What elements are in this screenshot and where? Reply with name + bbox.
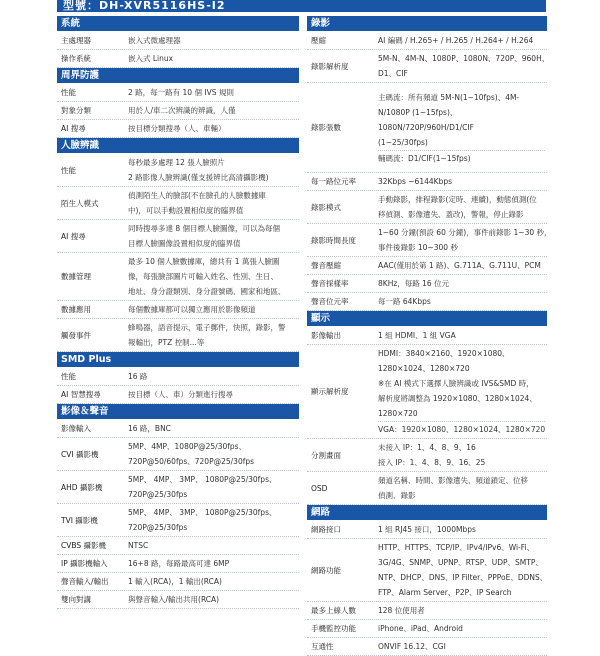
spec-value (374, 224, 554, 256)
spec-row (307, 620, 547, 638)
spec-value (374, 539, 549, 601)
spec-label: 影像輸入 (61, 424, 91, 433)
spec-row (307, 345, 547, 439)
spec-value (124, 504, 299, 536)
spec-label: 錄影張數 (311, 123, 341, 132)
spec-value-line: HDMI：3840×2160、1920×1080、 (378, 349, 510, 358)
spec-value-line: 嵌入式微處理器 (128, 36, 181, 45)
spec-label: 雙向對講 (61, 595, 91, 604)
spec-value (374, 173, 547, 190)
spec-value (124, 301, 299, 318)
spec-value (124, 368, 299, 385)
spec-row (57, 573, 299, 591)
spec-value (124, 102, 299, 119)
spec-label: 聲音採樣率 (311, 279, 349, 288)
spec-row (307, 521, 547, 539)
spec-value-line: NTP、DHCP、DNS、IP Filter、PPPoE、DDNS、 (378, 573, 548, 582)
spec-value-line: 1 輸入(RCA)，1 輸出(RCA) (128, 577, 222, 586)
spec-value-line: 每一路 64Kbps (378, 297, 431, 306)
spec-label: AI 智慧搜尋 (61, 390, 101, 399)
spec-value-line: 1080N/720P/960H/D1/CIF (378, 122, 474, 132)
spec-value-line: 與聲音輸入/輸出共用(RCA) (128, 595, 220, 604)
spec-value-line: 蜂鳴器，語音提示，電子郵件，快照，錄影，警 (128, 323, 286, 332)
spec-label: 主處理器 (61, 36, 91, 45)
spec-value-line: 1~60 分鐘(預設 60 分鐘)，事件前錄影 1~30 秒， (378, 228, 552, 237)
spec-value (124, 438, 299, 470)
spec-row (57, 187, 299, 220)
spec-value (124, 220, 299, 252)
section-header: SMD Plus (57, 352, 299, 367)
spec-value-line: FTP、Alarm Server、P2P、IP Search (378, 588, 512, 597)
spec-value-line: VGA：1920×1080、1280×1024、1280×720 (378, 421, 545, 437)
spec-value-line: 每個數據庫都可以獨立應用於影像頻道 (128, 305, 256, 314)
spec-value (374, 293, 547, 310)
spec-value-line: 2 路，每一路有 10 個 IVS 規則 (128, 88, 234, 97)
spec-label: AI 搜尋 (61, 124, 86, 133)
spec-label: TVI 攝影機 (61, 515, 98, 525)
spec-row (57, 301, 299, 319)
spec-value (124, 471, 299, 503)
spec-value-line: 5M-N、4M-N、1080P、1080N、720P、960H、 (378, 54, 550, 63)
spec-row (57, 154, 299, 187)
spec-row (57, 319, 299, 352)
spec-label: 錄影解析度 (311, 61, 349, 71)
spec-row (307, 602, 547, 620)
spec-value-line: 128 位使用者 (378, 606, 425, 615)
spec-label: CVI 攝影機 (61, 449, 99, 459)
spec-value-line: 同時搜尋多達 8 個目標人臉圖像，可以為每個 (128, 224, 281, 233)
spec-row (57, 368, 299, 386)
spec-value-line: 3G/4G、SNMP、UPNP、RTSP、UDP、SMTP、 (378, 558, 543, 567)
spec-value-line: 頻道名稱、時間、影像遺失、頻道鎖定、位移 (378, 476, 528, 485)
spec-value-line: 720P@50/60fps、720P@25/30fps (128, 457, 255, 466)
spec-value-line: 嵌入式 Linux (128, 54, 174, 63)
spec-value (374, 257, 547, 274)
spec-value-line: 地址、身分證類別、身分證號碼、國家和地區、 (128, 287, 286, 296)
spec-label: 聲音壓縮 (311, 261, 341, 270)
spec-row (307, 173, 547, 191)
spec-row (57, 220, 299, 253)
spec-row (57, 386, 299, 404)
spec-row (307, 191, 547, 224)
spec-value-line: 16 路 (128, 372, 148, 381)
spec-value (124, 187, 299, 219)
spec-value-line: 8KHz，每路 16 位元 (378, 279, 450, 288)
spec-row (57, 120, 299, 138)
spec-value-line: AI 編碼 / H.265+ / H.265 / H.264+ / H.264 (378, 36, 534, 45)
spec-label: 陌生人模式 (61, 198, 99, 208)
spec-value-line: 5MP、4MP、1080P@25/30fps、 (128, 442, 247, 451)
spec-value (124, 84, 299, 101)
spec-row (307, 293, 547, 311)
spec-value (374, 275, 547, 292)
spec-value-line: 用於人/車二次辨識的辨識，人僅 (128, 106, 236, 115)
spec-value (124, 50, 299, 67)
spec-value (124, 537, 299, 554)
spec-value (124, 573, 299, 590)
spec-value (374, 32, 547, 49)
spec-row (57, 253, 299, 301)
spec-value (124, 555, 299, 572)
spec-value-line: 未接入 IP：1、4、8、9、16 (378, 443, 476, 452)
spec-label: 聲音輸入/輸出 (61, 577, 109, 586)
spec-value (124, 120, 299, 137)
spec-label: AI 搜尋 (61, 231, 86, 241)
spec-row (307, 275, 547, 293)
spec-row (57, 537, 299, 555)
spec-row (307, 32, 547, 50)
spec-value (124, 386, 299, 403)
section-header: 顯示 (307, 311, 547, 326)
spec-value-line: 每秒最多處理 12 張人臉照片 (128, 158, 225, 167)
spec-label: 錄影模式 (311, 202, 341, 212)
spec-row (307, 327, 547, 345)
spec-value-line: 5MP、 4MP、 3MP、 1080P@25/30fps、 (128, 475, 277, 484)
spec-label: 最多上線人數 (311, 606, 356, 615)
section-header: 影像＆聲音 (57, 404, 299, 419)
spec-row (57, 50, 299, 68)
spec-label: 影像輸出 (311, 331, 341, 340)
spec-label: 聲音位元率 (311, 297, 349, 306)
spec-row (307, 257, 547, 275)
spec-value-line: 按目標分類搜尋（人、車輛） (128, 124, 226, 133)
spec-value (374, 89, 547, 167)
spec-label: CVBS 攝影機 (61, 541, 107, 550)
spec-value-line: 像，每張臉部圖片可輸入姓名、性別、生日、 (128, 272, 278, 281)
spec-value (124, 154, 299, 186)
right-column (307, 16, 552, 656)
spec-label: OSD (311, 483, 328, 493)
spec-row (307, 50, 550, 83)
spec-value-line: ※在 AI 模式下選擇人臉辨識或 IVS&SMD 時， (378, 379, 534, 388)
spec-label: 對象分類 (61, 106, 91, 115)
spec-value (374, 345, 547, 438)
spec-value (374, 327, 547, 344)
spec-row (57, 32, 299, 50)
spec-row (307, 83, 547, 173)
spec-value-line: ONVIF 16.12、CGI (378, 642, 446, 651)
spec-value-line: 報輸出，PTZ 控制...等 (128, 338, 205, 347)
spec-value-line: 2 路影像人臉辨識(僅支援辨比高清攝影機) (128, 173, 269, 182)
spec-row (57, 420, 299, 438)
spec-label: 手機監控功能 (311, 624, 356, 633)
spec-value (374, 472, 547, 504)
spec-value (124, 591, 299, 608)
spec-value-line: 接入 IP：1、4、8、9、16、25 (378, 458, 486, 467)
spec-label: 性能 (61, 165, 76, 175)
spec-row (307, 539, 547, 602)
spec-value-line: 1280×720 (378, 409, 418, 418)
spec-label: 數據管理 (61, 272, 91, 281)
section-header: 系統 (57, 16, 299, 31)
spec-row (307, 439, 547, 472)
spec-label: 操作系統 (61, 54, 91, 63)
spec-value-line: 5MP、 4MP、 3MP、 1080P@25/30fps、 (128, 508, 277, 517)
spec-value-line: AAC(僅用於第 1 路)、G.711A、G.711U、PCM (378, 261, 541, 270)
spec-label: 互通性 (311, 642, 334, 651)
spec-value-line: 輔碼流：D1/CIF(1~15fps) (378, 150, 545, 166)
spec-label: 性能 (61, 88, 76, 97)
spec-label: 每一路位元率 (311, 177, 356, 186)
spec-row (307, 224, 552, 257)
spec-row (57, 471, 299, 504)
spec-label: 錄影時間長度 (311, 235, 356, 245)
spec-value-line: 16 路，BNC (128, 424, 171, 433)
spec-value-line: 32Kbps ~6144Kbps (378, 177, 452, 186)
spec-value-line: D1、CIF (378, 69, 408, 78)
spec-label: AHD 攝影機 (61, 482, 103, 492)
section-header: 周界防護 (57, 68, 299, 83)
model-title: 型號：DH-XVR5116HS-I2 (57, 0, 546, 12)
spec-value-line: 解析度將調整為 1920×1080、1280×1024、 (378, 394, 537, 403)
spec-value-line: 720P@25/30fps (128, 523, 188, 532)
spec-value-line: 16+8 路，每路最高可達 6MP (128, 559, 230, 568)
spec-row (57, 102, 299, 120)
spec-value-line: 中)，可以手動設置相似度的臨界值 (128, 206, 244, 215)
spec-value-line: 手動錄影，排程錄影(定時、連續)，動態偵測(位 (378, 195, 537, 204)
spec-label: 壓縮 (311, 36, 326, 45)
spec-value (374, 439, 547, 471)
spec-value-line: 偵測、錄影 (378, 491, 416, 500)
spec-label: 觸發事件 (61, 330, 91, 340)
spec-label: 網路接口 (311, 525, 341, 534)
spec-row (57, 555, 299, 573)
spec-value (374, 602, 547, 619)
spec-row (57, 84, 299, 102)
spec-value-line: 移偵測、影像遺失、蓋改)，警報，停止錄影 (378, 210, 524, 219)
spec-label: 數據應用 (61, 305, 91, 314)
spec-value-line: 1280×1024、1280×720 (378, 364, 470, 373)
spec-value (374, 50, 551, 82)
spec-row (57, 504, 299, 537)
spec-value (374, 620, 547, 637)
spec-value-line: N/1080P (1~15fps)、 (378, 107, 458, 117)
spec-value (124, 319, 299, 351)
section-header: 人臉辨識 (57, 138, 299, 153)
spec-label: IP 攝影機輸入 (61, 559, 108, 568)
section-header: 錄影 (307, 16, 547, 31)
spec-value (124, 253, 299, 300)
spec-value-line: NTSC (128, 541, 149, 550)
spec-value-line: 1 組 RJ45 接口，1000Mbps (378, 525, 476, 534)
spec-value (374, 191, 547, 223)
spec-value (374, 521, 547, 538)
spec-value (374, 638, 547, 655)
spec-value-line: (1~25/30fps) (378, 137, 428, 147)
spec-row (307, 472, 547, 505)
left-column (57, 16, 299, 609)
spec-label: 性能 (61, 372, 76, 381)
spec-value-line: 按目標（人、車）分類進行搜尋 (128, 390, 233, 399)
spec-value-line: 1 組 HDMI、1 組 VGA (378, 331, 456, 340)
spec-value-line: 720P@25/30fps (128, 490, 188, 499)
spec-value-line: HTTP、HTTPS、TCP/IP、IPv4/IPv6、Wi-Fi、 (378, 543, 535, 552)
spec-row (57, 438, 299, 471)
spec-value-line: 主碼流：所有頻道 5M-N(1~10fps)、4M- (378, 92, 520, 102)
spec-row (307, 638, 547, 656)
spec-label: 顯示解析度 (311, 387, 349, 396)
spec-label: 分割畫面 (311, 450, 341, 460)
section-header: 網路 (307, 505, 547, 520)
spec-value (124, 32, 299, 49)
spec-row (57, 591, 299, 609)
spec-value-line: 事件後錄影 10~300 秒 (378, 243, 458, 252)
spec-value-line: 目標人臉圖像設置相似度的臨界值 (128, 239, 241, 248)
spec-value-line: 最多 10 個人臉數據庫，總共有 1 萬張人臉圖 (128, 257, 280, 266)
spec-value-line: iPhone、iPad、Android (378, 624, 463, 633)
spec-label: 網路功能 (311, 565, 341, 575)
spec-value-line: 偵測陌生人的臉部(不在臉孔的人臉數據庫 (128, 191, 266, 200)
spec-value (124, 420, 299, 437)
